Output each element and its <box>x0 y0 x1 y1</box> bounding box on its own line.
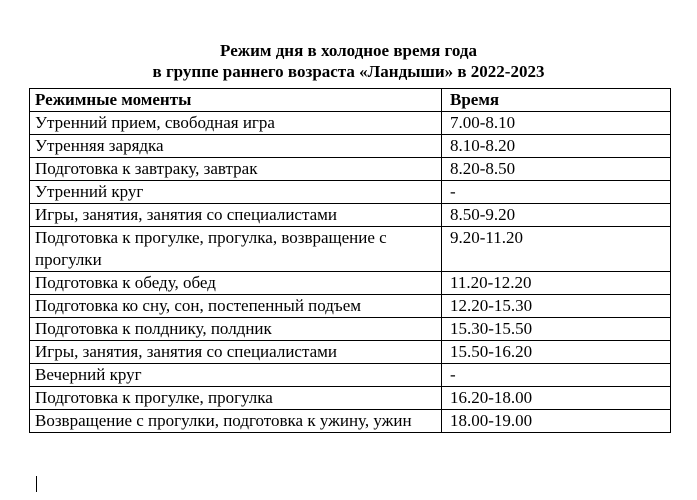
time-cell[interactable]: 8.20-8.50 <box>442 158 671 181</box>
activity-cell[interactable]: Утренний прием, свободная игра <box>30 112 442 135</box>
table-row <box>30 181 671 204</box>
table-row <box>30 272 671 295</box>
time-cell[interactable]: 8.50-9.20 <box>442 204 671 227</box>
table-header-row <box>30 89 671 112</box>
activity-cell[interactable]: Вечерний круг <box>30 364 442 387</box>
table-row <box>30 364 671 387</box>
time-cell[interactable]: 18.00-19.00 <box>442 410 671 433</box>
time-cell[interactable]: - <box>442 181 671 204</box>
time-cell[interactable]: 16.20-18.00 <box>442 387 671 410</box>
activity-cell[interactable]: Игры, занятия, занятия со специалистами <box>30 341 442 364</box>
activity-cell[interactable]: Утренняя зарядка <box>30 135 442 158</box>
time-cell[interactable]: 15.50-16.20 <box>442 341 671 364</box>
activity-cell[interactable]: Утренний круг <box>30 181 442 204</box>
table-row <box>30 204 671 227</box>
time-cell[interactable]: 7.00-8.10 <box>442 112 671 135</box>
activity-cell[interactable]: Подготовка ко сну, сон, постепенный подъем <box>30 295 442 318</box>
activity-cell[interactable]: Подготовка к обеду, обед <box>30 272 442 295</box>
table-row <box>30 410 671 433</box>
time-cell[interactable]: - <box>442 364 671 387</box>
activity-cell[interactable]: Игры, занятия, занятия со специалистами <box>30 204 442 227</box>
activity-cell[interactable]: Возвращение с прогулки, подготовка к ужину, ужин <box>30 410 442 433</box>
time-cell[interactable]: 9.20-11.20 <box>442 227 671 272</box>
header-activity: Режимные моменты <box>30 89 442 112</box>
time-cell[interactable]: 8.10-8.20 <box>442 135 671 158</box>
table-row <box>30 387 671 410</box>
table-row <box>30 295 671 318</box>
schedule-table <box>29 88 671 433</box>
table-row <box>30 112 671 135</box>
activity-cell[interactable]: Подготовка к полднику, полдник <box>30 318 442 341</box>
header-time: Время <box>442 89 671 112</box>
time-cell[interactable]: 15.30-15.50 <box>442 318 671 341</box>
title-line-1: Режим дня в холодное время года <box>220 41 477 60</box>
table-row <box>30 318 671 341</box>
time-cell[interactable]: 11.20-12.20 <box>442 272 671 295</box>
activity-cell[interactable]: Подготовка к прогулке, прогулка <box>30 387 442 410</box>
table-row <box>30 341 671 364</box>
activity-cell[interactable]: Подготовка к завтраку, завтрак <box>30 158 442 181</box>
table-row <box>30 135 671 158</box>
table-row <box>30 158 671 181</box>
activity-cell[interactable]: Подготовка к прогулке, прогулка, возвращение с прогулки <box>30 227 442 272</box>
time-cell[interactable]: 12.20-15.30 <box>442 295 671 318</box>
document-title <box>0 40 697 82</box>
title-line-2: в группе раннего возраста «Ландыши» в 2022-2023 <box>152 62 545 81</box>
table-row <box>30 227 671 272</box>
text-cursor <box>36 476 37 492</box>
